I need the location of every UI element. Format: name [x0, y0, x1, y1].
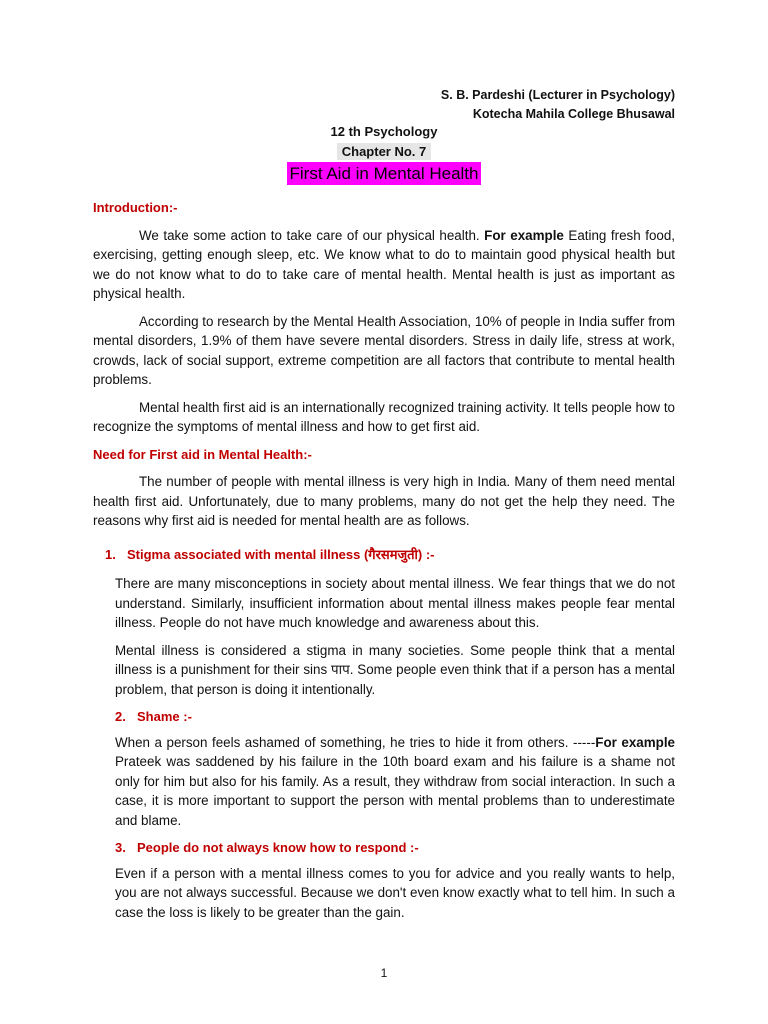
item-3-title: People do not always know how to respond :-: [137, 840, 419, 855]
chapter-label: Chapter No. 7: [337, 143, 432, 160]
course-label: 12 th Psychology: [330, 124, 438, 139]
chapter-row: [0, 143, 768, 160]
intro-p1-text-b: Eating fresh food, exercising, getting enough sleep, etc. We know what to do to maintain good physical health but we do not know what to do to take care of mental health. Mental health is just as important as physical health.: [93, 227, 676, 301]
intro-paragraph-1: [93, 226, 675, 304]
item-1-paragraph-2: Mental illness is considered a stigma in many societies. Some people think that a mental illness is a punishment for their sins पाप. Some people even think that if a person has a mental problem, that person is doing it intentionally.: [115, 642, 675, 697]
page-number: 1: [380, 966, 388, 980]
item-3-paragraph-1: Even if a person with a mental illness comes to you for advice and you really wants to help, you are not always successful. Because we don't even know exactly what to tell him. In such a case the loss is likely to be greater than the gain.: [115, 865, 675, 920]
need-heading: Need for First aid in Mental Health:-: [93, 446, 312, 462]
item-2-bold: For example: [595, 734, 675, 750]
item-1-number: 1.: [105, 546, 116, 562]
item-1-paragraph-1: There are many misconceptions in society about mental illness. We fear things that we do not understand. Similarly, insufficient information about mental illness makes people fear mental illness. People do not have much knowledge and awareness about this.: [115, 576, 675, 630]
intro-p1-text-a: We take some action to take care of our physical health.: [139, 227, 485, 243]
page-title: First Aid in Mental Health: [287, 162, 482, 185]
main-content: [93, 198, 675, 930]
author-block: [441, 86, 675, 124]
intro-paragraph-2: According to research by the Mental Health Association, 10% of people in India suffer from mental disorders, 1.9% of them have severe mental disorders. Stress in daily life, stress at work, crowds, lack of social support, extreme competition are all factors that contribute to mental health problems.: [93, 313, 675, 387]
item-2-heading: [115, 707, 675, 727]
item-respond: [115, 838, 675, 922]
intro-paragraph-3: Mental health first aid is an internationally recognized training activity. It tells people how to recognize the symptoms of mental illness and how to get first aid.: [93, 399, 675, 434]
intro-heading: Introduction:-: [93, 200, 178, 215]
item-2-title: Shame :-: [137, 709, 192, 724]
author-name: S. B. Pardeshi (Lecturer in Psychology): [440, 88, 675, 102]
item-2-paragraph-1: [115, 733, 675, 831]
item-1-title: Stigma associated with mental illness (गैरसमजुती) :-: [127, 546, 435, 562]
item-shame: [115, 707, 675, 830]
title-row: [0, 162, 768, 185]
item-2-text-a: When a person feels ashamed of something, he tries to hide it from others. -----: [115, 734, 596, 750]
item-2-number: 2.: [115, 709, 126, 724]
item-1-heading: [93, 545, 675, 565]
item-3-heading: [115, 838, 675, 858]
item-stigma: [105, 545, 675, 700]
need-paragraph-1: The number of people with mental illness is very high in India. Many of them need mental health first aid. Unfortunately, due to many problems, many do not get the help they need. The reasons why first aid is needed for mental health are as follows.: [93, 474, 675, 528]
author-college: Kotecha Mahila College Bhusawal: [472, 107, 675, 121]
item-2-text-b: Prateek was saddened by his failure in the 10th board exam and his failure is a shame not only for him but also for his family. As a result, they withdraw from social interaction. In such a case, it is more important to support the person with mental problems than to underestimate and blame.: [115, 754, 675, 828]
intro-p1-bold: For example: [484, 227, 564, 243]
item-3-number: 3.: [115, 840, 126, 855]
